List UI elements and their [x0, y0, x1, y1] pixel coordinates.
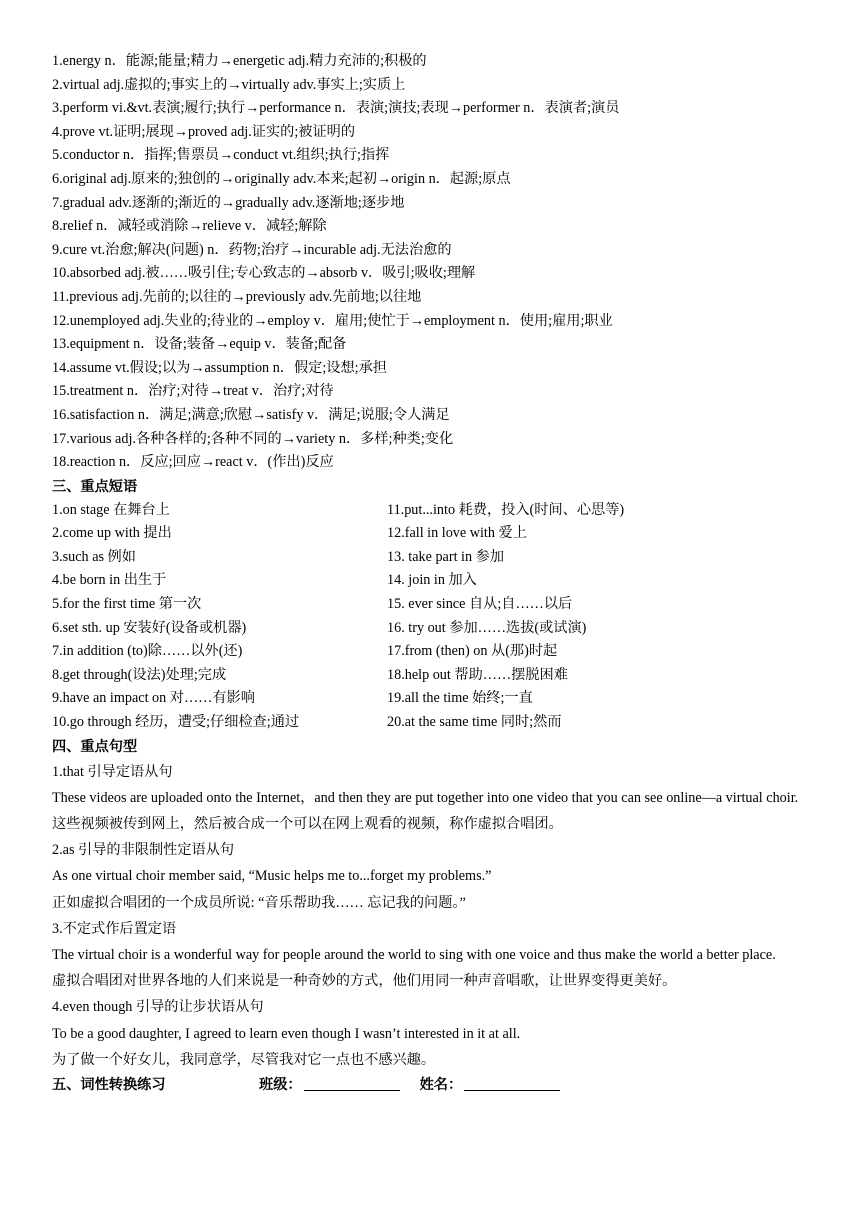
phrases-table: [52, 499, 812, 735]
phrases-section-title: 三、重点短语: [52, 478, 138, 495]
sentence-english: These videos are uploaded onto the Internet，and then they are put together into one video that you can see online—a virtual choir.: [52, 789, 799, 806]
vocab-item: 12.unemployed adj.失业的;待业的→employ v．雇用;使忙于→employment n．使用;雇用;职业: [52, 312, 613, 329]
phrase-item: 16. try out 参加……选拔(或试演): [387, 619, 587, 636]
phrase-item: 4.be born in 出生于: [52, 572, 167, 589]
phrases-column-right: [387, 499, 812, 735]
sentence-heading: 1.that 引导定语从句: [52, 763, 173, 780]
phrase-item: 10.go through 经历，遭受;仔细检查;通过: [52, 714, 300, 731]
vocab-item: 10.absorbed adj.被……吸引住;专心致志的→absorb v．吸引;吸收;理解: [52, 265, 476, 282]
phrase-item: 13. take part in 参加: [387, 548, 505, 565]
document-page: [52, 50, 812, 1097]
phrase-item: 5.for the first time 第一次: [52, 596, 202, 613]
phrase-item: 8.get through(设法)处理;完成: [52, 666, 227, 683]
vocabulary-list: [52, 50, 812, 475]
phrase-item: 19.all the time 始终;一直: [387, 690, 533, 707]
exercise-header: [52, 1073, 812, 1097]
vocab-item: 8.relief n．减轻或消除→relieve v．减轻;解除: [52, 218, 327, 235]
phrase-item: 20.at the same time 同时;然而: [387, 714, 562, 731]
class-label: 班级：: [259, 1077, 302, 1094]
sentence-heading: 3.不定式作后置定语: [52, 920, 177, 937]
phrase-item: 15. ever since 自从;自……以后: [387, 596, 573, 613]
exercise-section-title: 五、词性转换练习: [52, 1077, 166, 1094]
phrases-column-left: [52, 499, 387, 735]
class-field: [259, 1073, 400, 1097]
sentence-patterns: [52, 759, 812, 1073]
sentence-english: As one virtual choir member said, “Music helps me to...forget my problems.”: [52, 868, 492, 885]
phrase-item: 7.in addition (to)除……以外(还): [52, 643, 243, 660]
sentence-chinese: 为了做一个好女儿，我同意学，尽管我对它一点也不感兴趣。: [52, 1051, 436, 1068]
vocab-item: 16.satisfaction n．满足;满意;欣慰→satisfy v．满足;说服;令人满足: [52, 406, 450, 423]
vocab-item: 11.previous adj.先前的;以往的→previously adv.先前地;以往地: [52, 288, 422, 305]
sentences-section-title: 四、重点句型: [52, 738, 138, 755]
sentence-heading: 2.as 引导的非限制性定语从句: [52, 842, 235, 859]
phrase-item: 3.such as 例如: [52, 548, 136, 565]
vocab-item: 1.energy n．能源;能量;精力→energetic adj.精力充沛的;积极的: [52, 53, 427, 69]
vocab-item: 4.prove vt.证明;展现→proved adj.证实的;被证明的: [52, 123, 356, 140]
phrase-item: 12.fall in love with 爱上: [387, 525, 527, 542]
phrase-item: 17.from (then) on 从(那)时起: [387, 643, 558, 660]
vocab-item: 5.conductor n．指挥;售票员→conduct vt.组织;执行;指挥: [52, 147, 390, 164]
vocab-item: 18.reaction n．反应;回应→react v．(作出)反应: [52, 454, 334, 471]
phrase-item: 2.come up with 提出: [52, 525, 172, 542]
vocab-item: 2.virtual adj.虚拟的;事实上的→virtually adv.事实上;实质上: [52, 76, 406, 93]
phrase-item: 6.set sth. up 安装好(设备或机器): [52, 619, 247, 636]
name-field: [420, 1073, 561, 1097]
sentence-chinese: 虚拟合唱团对世界各地的人们来说是一种奇妙的方式，他们用同一种声音唱歌，让世界变得更美好。: [52, 973, 677, 990]
name-label: 姓名：: [419, 1077, 463, 1094]
phrase-item: 9.have an impact on 对……有影响: [52, 690, 255, 707]
sentence-english: The virtual choir is a wonderful way for people around the world to sing with one voice and thus make the world a better place.: [52, 947, 776, 964]
sentence-chinese: 这些视频被传到网上，然后被合成一个可以在网上观看的视频，称作虚拟合唱团。: [52, 816, 563, 833]
vocab-item: 7.gradual adv.逐渐的;渐近的→gradually adv.逐渐地;逐步地: [52, 194, 405, 211]
sentence-english: To be a good daughter, I agreed to learn even though I wasn’t interested in it at all.: [52, 1025, 521, 1042]
vocab-item: 17.various adj.各种各样的;各种不同的→variety n．多样;种类;变化: [52, 430, 454, 447]
name-blank-line[interactable]: [464, 1073, 560, 1091]
sentence-heading: 4.even though 引导的让步状语从句: [52, 999, 264, 1016]
vocab-item: 6.original adj.原来的;独创的→originally adv.本来;起初→origin n．起源;原点: [52, 170, 511, 187]
phrase-item: 18.help out 帮助……摆脱困难: [387, 666, 568, 683]
vocab-item: 15.treatment n．治疗;对待→treat v．治疗;对待: [52, 383, 334, 400]
phrase-item: 14. join in 加入: [387, 572, 477, 589]
vocab-item: 3.perform vi.&vt.表演;履行;执行→performance n．表演;演技;表现→performer n．表演者;演员: [52, 100, 620, 117]
phrase-item: 1.on stage 在舞台上: [52, 501, 170, 518]
vocab-item: 14.assume vt.假设;以为→assumption n．假定;设想;承担: [52, 359, 387, 376]
vocab-item: 9.cure vt.治愈;解决(问题) n．药物;治疗→incurable adj.无法治愈的: [52, 241, 452, 258]
vocab-item: 13.equipment n．设备;装备→equip v．装备;配备: [52, 336, 347, 353]
sentence-chinese: 正如虚拟合唱团的一个成员所说: “音乐帮助我…… 忘记我的问题。”: [52, 894, 466, 911]
phrase-item: 11.put...into 耗费，投入(时间、心思等): [387, 501, 625, 518]
class-blank-line[interactable]: [304, 1073, 400, 1091]
